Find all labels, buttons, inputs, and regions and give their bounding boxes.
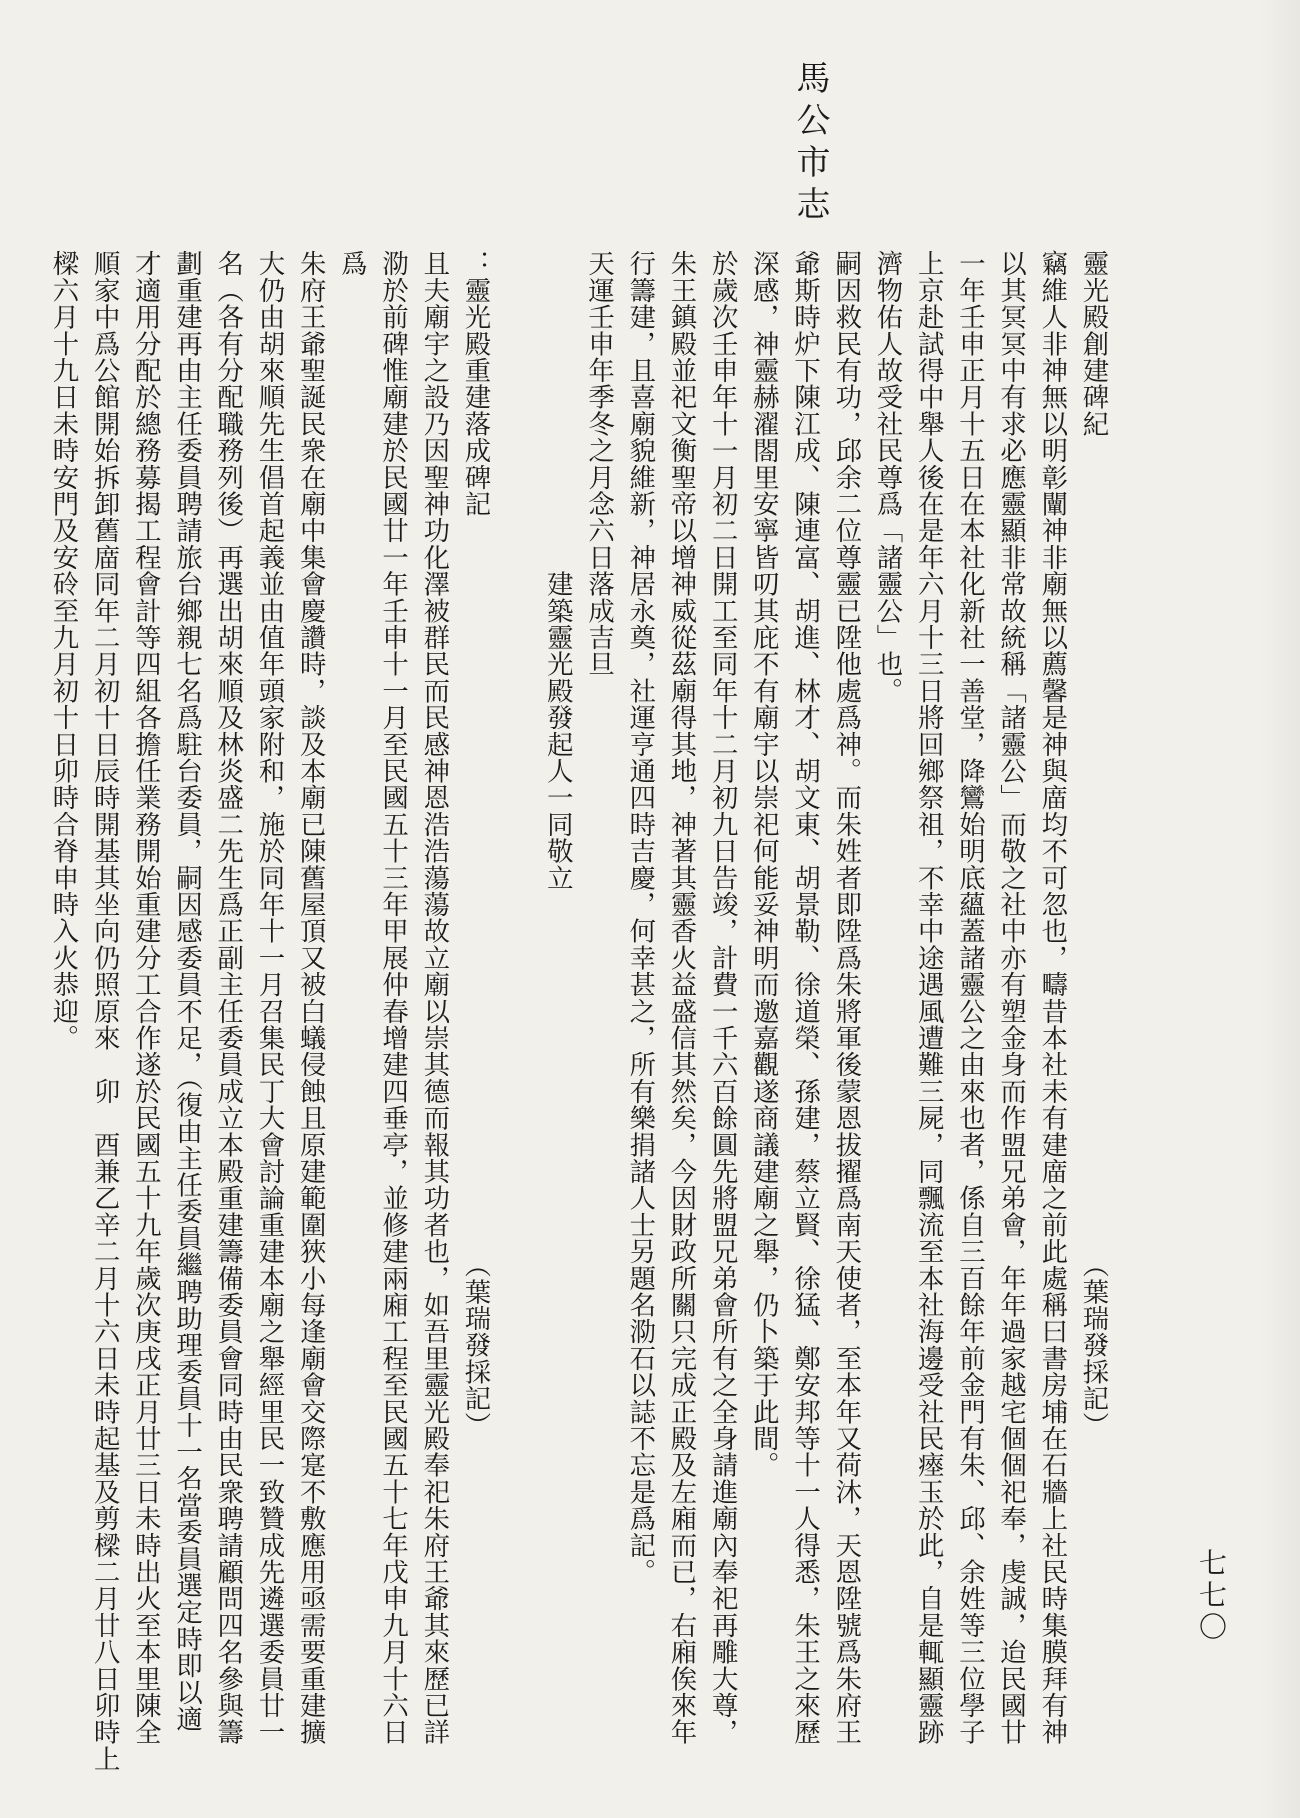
text-column: 樑六月十九日未時安門及安砱至九月初十日卯時合脊申時入火恭迎。 [47,250,79,1051]
text-column: 一年壬申正月十五日在本社化新社一善堂，降鸞始明底蘊蓋諸靈公之由來也者，係自三百餘年前金門有朱、邱、余姓等三位學子 [954,250,986,1746]
text-column: 於歲次壬申年十一月初二日開工至同年十二月初九日告竣，計費一千六百餘圓先將盟兄弟會所有之全身請進廟內奉祀再雕大尊， [707,250,739,1746]
text-column: 爺斯時炉下陳江成、陳連富、胡進、林才、胡文東、胡景勒、徐道榮、孫建，蔡立賢、徐猛、鄭安邦等十一人得悉，朱王之來歷 [789,250,821,1746]
text-column: 且夫廟宇之設乃因聖神功化澤被群民而民感神恩浩浩蕩蕩故立廟以崇其德而報其功者也，如吾里靈光殿奉祀朱府王爺其來歷已詳 [418,250,450,1746]
text-column: 劃重建再由主任委員聘請旅台鄉親七名爲駐台委員，嗣因感委員不足，（復由主任委員繼聘助理委員十一名當委員選定時即以適 [171,250,203,1732]
text-column: 嗣因救民有功，邱余二位尊靈已陞他處爲神。而朱姓者即陞爲朱將軍後蒙恩拔擢爲南天使者，至本年又荷沐，天恩陞號爲朱府王 [830,250,862,1746]
column-gap [496,250,537,1670]
text-column: 天運壬申年季冬之月念六日落成吉旦 [583,250,615,678]
text-column: 行籌建，且喜廟貌維新，神居永奠，社運亨通四時吉慶，何幸甚之，所有樂捐諸人士另題名泐石以誌不忘是爲記。 [624,250,656,1585]
text-column: 竊維人非神無以明彰闡神非廟無以薦馨是神與庿均不可忽也，疇昔本社未有建庿之前此處稱曰書房埔在石牆上社民時集膜拜有神 [1036,250,1068,1746]
text-column: 朱王鎮殿並祀文衡聖帝以增神威從茲廟得其地，神著其靈香火益盛信其然矣，今因財政所關只完成正殿及左廂而已，右廂俟來年 [665,250,697,1746]
text-column: 靈光殿創建碑紀 （葉瑞發採記） [1078,250,1109,1439]
vertical-text-body [47,250,1114,1772]
page-number: 七七〇 [1195,1548,1228,1644]
text-column: ：靈光殿重建落成碑記 （葉瑞發採記） [459,250,491,1439]
text-column: 爲 [336,250,368,277]
page-edge-shadow [1260,0,1300,1818]
text-column: 建築靈光殿發起人一同敬立 [542,250,574,891]
text-column: 朱府王爺聖誕民衆在廟中集會慶讚時，談及本廟已陳舊屋頂又被白蟻侵蝕且原建範圍狹小每逢廟會交際寔不敷應用亟需要重建擴 [295,250,327,1746]
text-column: 深感，神靈赫濯閤里安寧皆叨其庇不有廟宇以崇祀何能妥神明而邀嘉觀遂商議建廟之舉，仍卜築于此間。 [748,250,780,1479]
text-column: 順家中爲公館開始拆卸舊庿同年二月初十日辰時開基其坐向仍照原來 卯 酉兼乙辛二月十六日未時起基及剪樑二月廿八日卯時上 [89,250,121,1772]
text-column: 名（各有分配職務列後）再選出胡來順及林炎盛二先生爲正副主任委員成立本殿重建籌備委員會同時由民衆聘請顧問四名參與籌 [212,250,244,1746]
text-column: 才適用分配於總務募揭工程會計等四組各擔任業務開始重建分工合作遂於民國五十九年歲次庚戌正月廿三日未時出火至本里陳全 [130,250,162,1746]
text-column: 大仍由胡來順先生倡首起義並由值年頭家附和，施於同年十一月召集民丁大會討論重建本廟之舉經里民一致贊成先遴選委員廿一 [253,250,285,1746]
book-title: 馬公市志 [790,60,830,228]
text-column: 以其冥冥中有求必應靈顯非常故統稱「諸靈公」而敬之社中亦有塑金身而作盟兄弟會，年年過家越宅個個祀奉，虔誠，迨民國廿 [995,250,1027,1746]
text-column: 濟物佑人故受社民尊爲「諸靈公」也。 [871,250,903,704]
text-column: 上京赴試得中舉人後在是年六月十三日將回鄉祭祖，不幸中途遇風遭難三屍，同飄流至本社海邊受社民瘞玉於此，自是輒顯靈跡 [913,250,945,1746]
text-column: 泐於前碑惟廟建於民國廿一年壬申十一月至民國五十三年甲展仲春增建四垂亭，並修建兩廂工程至民國五十七年戊申九月十六日 [377,250,409,1746]
